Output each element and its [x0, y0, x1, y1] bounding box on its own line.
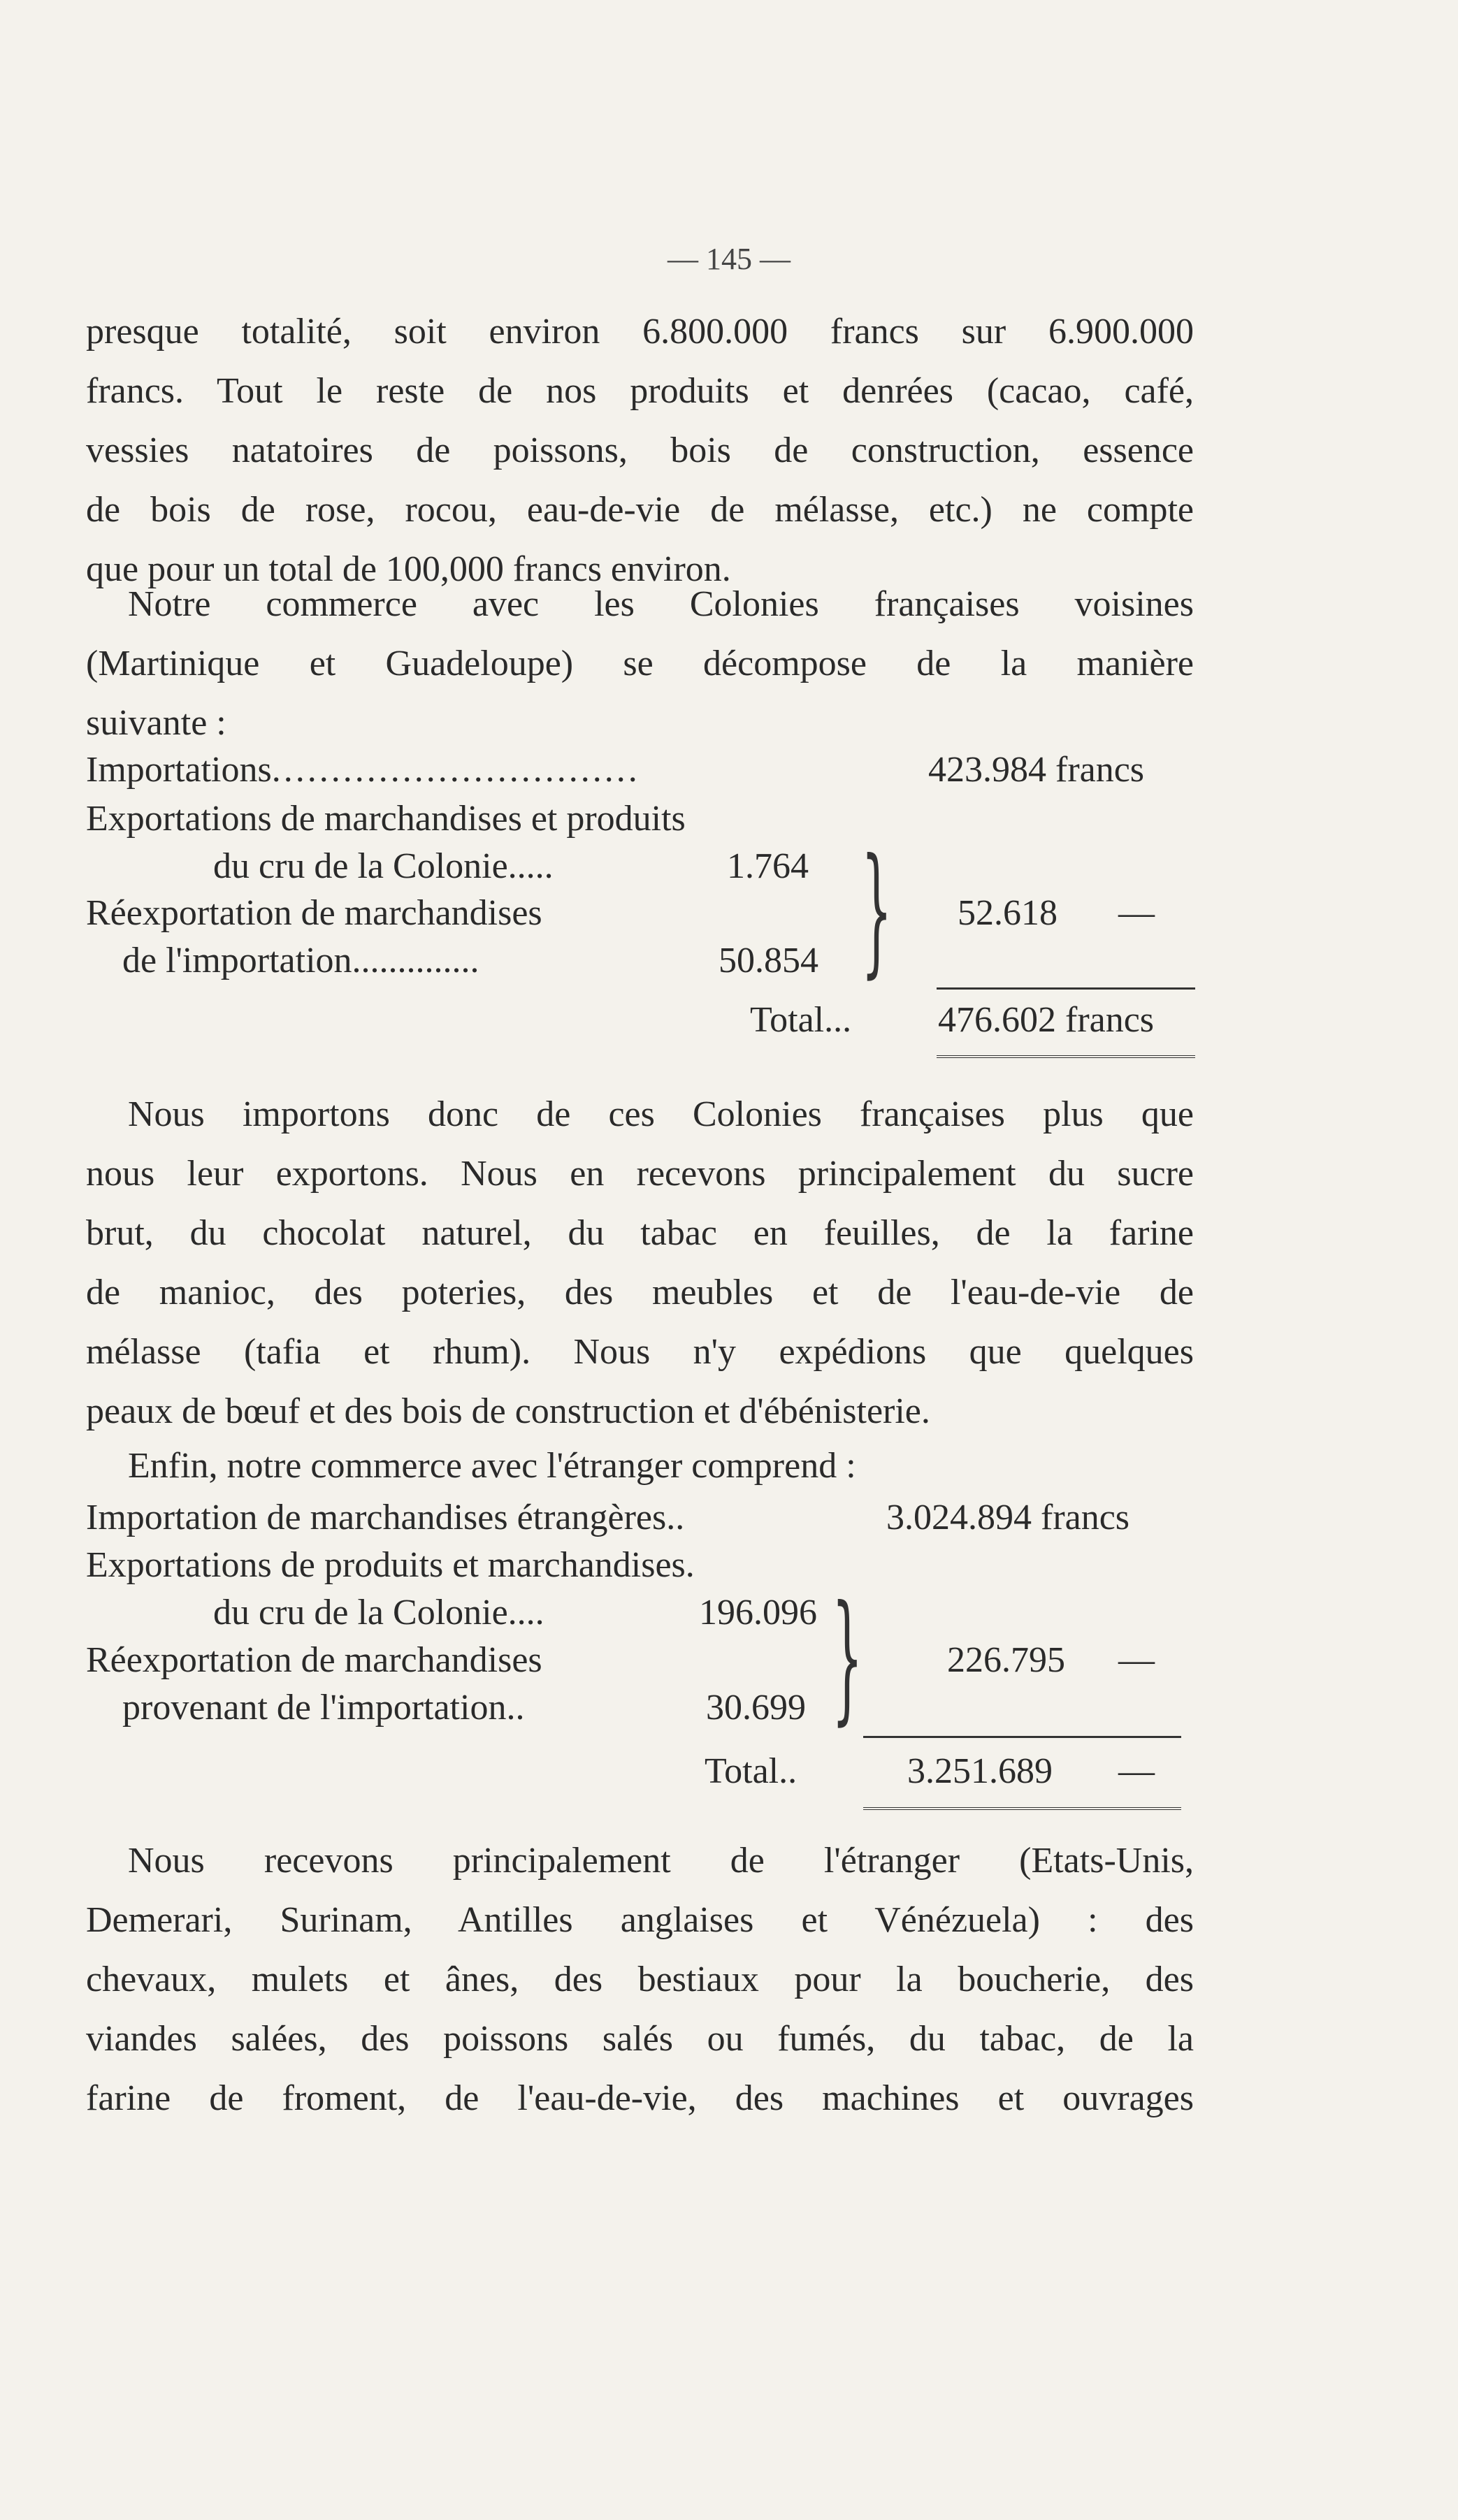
reexport-value: 50.854 — [719, 941, 818, 980]
text-line: nous leur exportons. Nous en recevons principalement du sucre — [86, 1154, 1194, 1194]
brace-icon: } — [861, 829, 893, 992]
subtotal-value: 52.618 — [958, 893, 1058, 933]
import-value: 3.024.894 francs — [886, 1498, 1130, 1537]
text-line: vessies natatoires de poissons, bois de construction, essence — [86, 430, 1194, 470]
reexport-value: 30.699 — [706, 1688, 806, 1728]
total-value: 476.602 francs — [938, 1000, 1155, 1040]
paragraph-5 — [86, 1831, 1194, 2128]
text-line: brut, du chocolat naturel, du tabac en feuilles, de la farine — [86, 1213, 1194, 1253]
total-double-rule — [863, 1806, 1181, 1810]
reexport-label-2: de l'importation.............. — [122, 941, 479, 980]
paragraph-1 — [86, 302, 1194, 599]
text-line: Demerari, Surinam, Antilles anglaises et Vénézuela) : des — [86, 1900, 1194, 1940]
exports-label-1: Exportations de produits et marchandises. — [86, 1545, 695, 1585]
import-label: Importation de marchandises étrangères.. — [86, 1498, 685, 1537]
paragraph-4 — [86, 1436, 1194, 1496]
total-rule — [863, 1736, 1181, 1738]
text-line: de bois de rose, rocou, eau-de-vie de mélasse, etc.) ne compte — [86, 490, 1194, 530]
subtotal-value: 226.795 — [947, 1640, 1065, 1680]
page-number: — 145 — — [667, 242, 791, 276]
reexport-label-2: provenant de l'importation.. — [122, 1688, 525, 1728]
text-line: de manioc, des poteries, des meubles et de l'eau-de-vie de — [86, 1273, 1194, 1312]
total-value: 3.251.689 — [907, 1751, 1053, 1791]
subtotal-dash: — — [1118, 893, 1155, 933]
total-label: Total.. — [705, 1751, 797, 1791]
text-line: Nous importons donc de ces Colonies françaises plus que — [128, 1094, 1194, 1134]
total-dash: — — [1118, 1751, 1155, 1791]
exports-label-2: du cru de la Colonie..... — [213, 846, 554, 886]
text-line: (Martinique et Guadeloupe) se décompose de la manière — [86, 644, 1194, 683]
reexport-label-1: Réexportation de marchandises — [86, 893, 542, 933]
exports-value: 196.096 — [699, 1593, 817, 1632]
text-line: presque totalité, soit environ 6.800.000 francs sur 6.900.000 — [86, 312, 1194, 352]
text-line: farine de froment, de l'eau-de-vie, des machines et ouvrages — [86, 2078, 1194, 2118]
text-line: que pour un total de 100,000 francs environ. — [86, 549, 731, 589]
text-line: Notre commerce avec les Colonies françaises voisines — [128, 584, 1194, 624]
text-line: francs. Tout le reste de nos produits et denrées (cacao, café, — [86, 371, 1194, 411]
paragraph-3 — [86, 1085, 1194, 1441]
brace-icon: } — [832, 1576, 863, 1739]
exports-label-2: du cru de la Colonie.... — [213, 1593, 544, 1632]
text-line: peaux de bœuf et des bois de construction et d'ébénisterie. — [86, 1391, 930, 1431]
text-line: Nous recevons principalement de l'étranger (Etats-Unis, — [128, 1841, 1194, 1881]
text-line: chevaux, mulets et ânes, des bestiaux pour la boucherie, des — [86, 1960, 1194, 1999]
total-label: Total... — [750, 1000, 852, 1040]
exports-label-1: Exportations de marchandises et produits — [86, 799, 686, 839]
paragraph-2 — [86, 574, 1194, 753]
reexport-label-1: Réexportation de marchandises — [86, 1640, 542, 1680]
exports-value: 1.764 — [727, 846, 809, 886]
total-rule — [937, 987, 1195, 990]
importations-value: 423.984 francs — [928, 750, 1145, 790]
text-line: viandes salées, des poissons salés ou fumés, du tabac, de la — [86, 2019, 1194, 2059]
total-double-rule — [937, 1054, 1195, 1058]
importations-label: Importations............................... — [86, 750, 640, 790]
text-line: suivante : — [86, 703, 226, 743]
subtotal-dash: — — [1118, 1640, 1155, 1680]
text-line: mélasse (tafia et rhum). Nous n'y expédions que quelques — [86, 1332, 1194, 1372]
text-line: Enfin, notre commerce avec l'étranger comprend : — [128, 1446, 856, 1486]
